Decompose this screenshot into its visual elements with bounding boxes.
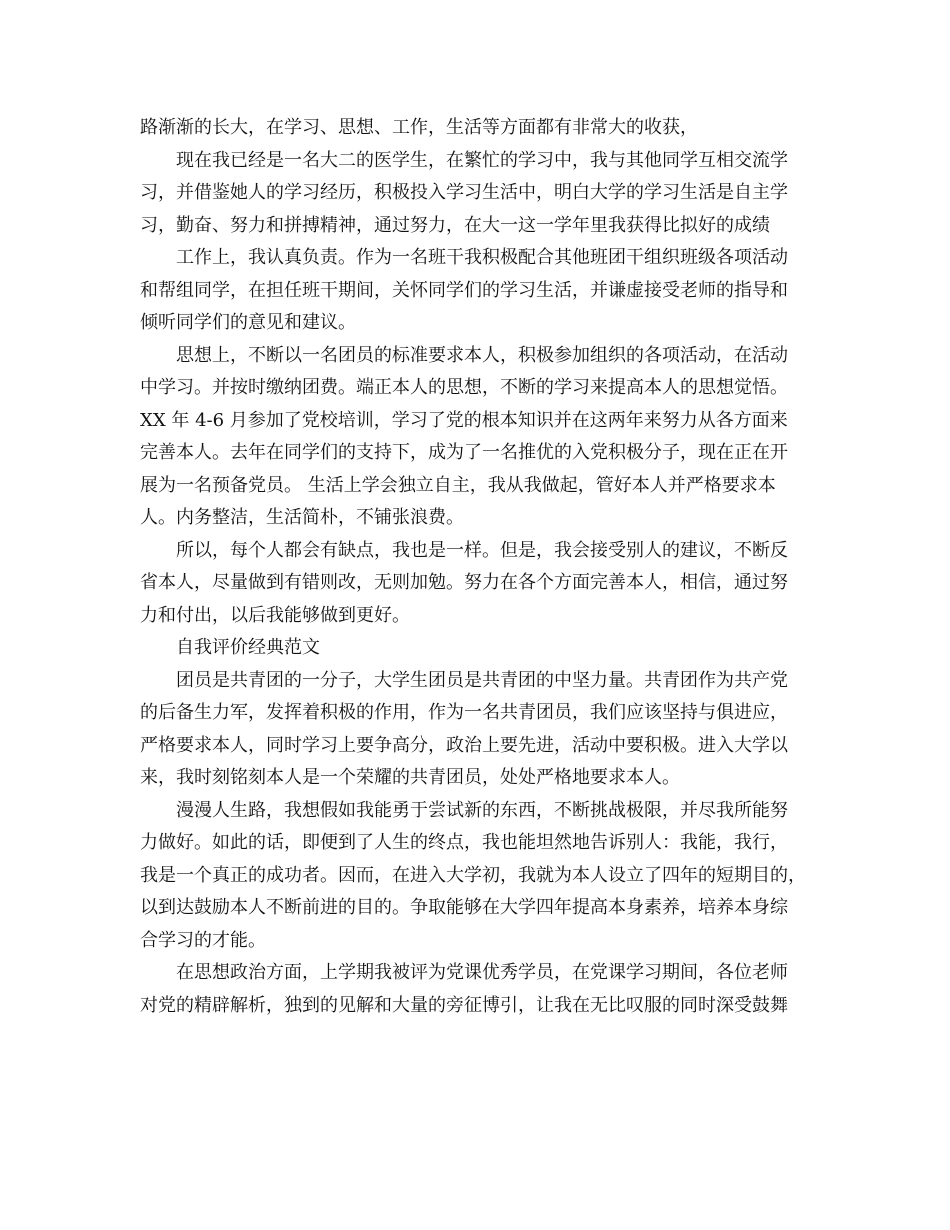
text-line: 工作上，我认真负责。作为一名班干我积极配合其他班团干组织班级各项活动	[176, 247, 788, 268]
text-line: 严格要求本人，同时学习上要争高分，政治上要先进，活动中要积极。进入大学以	[140, 734, 788, 756]
text-line: XX 年 4-6 月参加了党校培训，学习了党的根本知识并在这两年来努力从各方面来	[140, 409, 788, 431]
text-line: 习，勤奋、努力和拼搏精神，通过努力，在大一这一学年里我获得比拟好的成绩	[140, 214, 770, 236]
text-line: 和帮组同学，在担任班干期间，关怀同学们的学习生活，并谦虚接受老师的指导和	[140, 279, 788, 301]
text-line: 的后备生力军，发挥着积极的作用，作为一名共青团员，我们应该坚持与俱进应，	[140, 702, 788, 723]
text-line: 力做好。如此的话，即便到了人生的终点，我也能坦然地告诉别人：我能，我行，	[140, 832, 788, 853]
text-line: 力和付出，以后我能够做到更好。	[140, 604, 410, 626]
text-line: 漫漫人生路，我想假如我能勇于尝试新的东西，不断挑战极限，并尽我所能努	[176, 799, 788, 821]
text-line: 自我评价经典范文	[176, 637, 320, 658]
text-line: 人。内务整洁，生活简朴，不铺张浪费。	[140, 507, 464, 528]
document-body	[140, 112, 820, 1022]
text-line: 以到达鼓励本人不断前进的目的。争取能够在大学四年提高本身素养，培养本身综	[140, 897, 788, 918]
text-line: 中学习。并按时缴纳团费。端正本人的思想，不断的学习来提高本人的思想觉悟。	[140, 377, 788, 398]
text-line: 团员是共青团的一分子，大学生团员是共青团的中坚力量。共青团作为共产党	[176, 669, 788, 691]
text-line: 我是一个真正的成功者。因而，在进入大学初，我就为本人设立了四年的短期目的，	[140, 864, 806, 886]
text-line: 完善本人。去年在同学们的支持下，成为了一名推优的入党积极分子，现在正在开	[140, 442, 788, 463]
text-line: 来，我时刻铭刻本人是一个荣耀的共青团员，处处严格地要求本人。	[140, 767, 680, 788]
text-line: 现在我已经是一名大二的医学生，在繁忙的学习中，我与其他同学互相交流学	[176, 149, 788, 171]
text-line: 在思想政治方面，上学期我被评为党课优秀学员，在党课学习期间，各位老师	[176, 962, 788, 983]
text-line: 路渐渐的长大，在学习、思想、工作，生活等方面都有非常大的收获，	[140, 117, 698, 138]
text-line: 思想上，不断以一名团员的标准要求本人，积极参加组织的各项活动，在活动	[176, 344, 788, 366]
text-line: 展为一名预备党员。 生活上学会独立自主，我从我做起，管好本人并严格要求本	[140, 474, 776, 496]
text-line: 合学习的才能。	[140, 929, 266, 951]
text-line: 所以，每个人都会有缺点，我也是一样。但是，我会接受别人的建议，不断反	[176, 539, 788, 561]
text-line: 省本人，尽量做到有错则改，无则加勉。努力在各个方面完善本人，相信，通过努	[140, 572, 788, 593]
text-line: 对党的精辟解析，独到的见解和大量的旁征博引，让我在无比叹服的同时深受鼓舞	[140, 994, 788, 1016]
text-line: 倾听同学们的意见和建议。	[140, 312, 356, 333]
text-line: 习，并借鉴她人的学习经历，积极投入学习生活中，明白大学的学习生活是自主学	[140, 182, 788, 203]
